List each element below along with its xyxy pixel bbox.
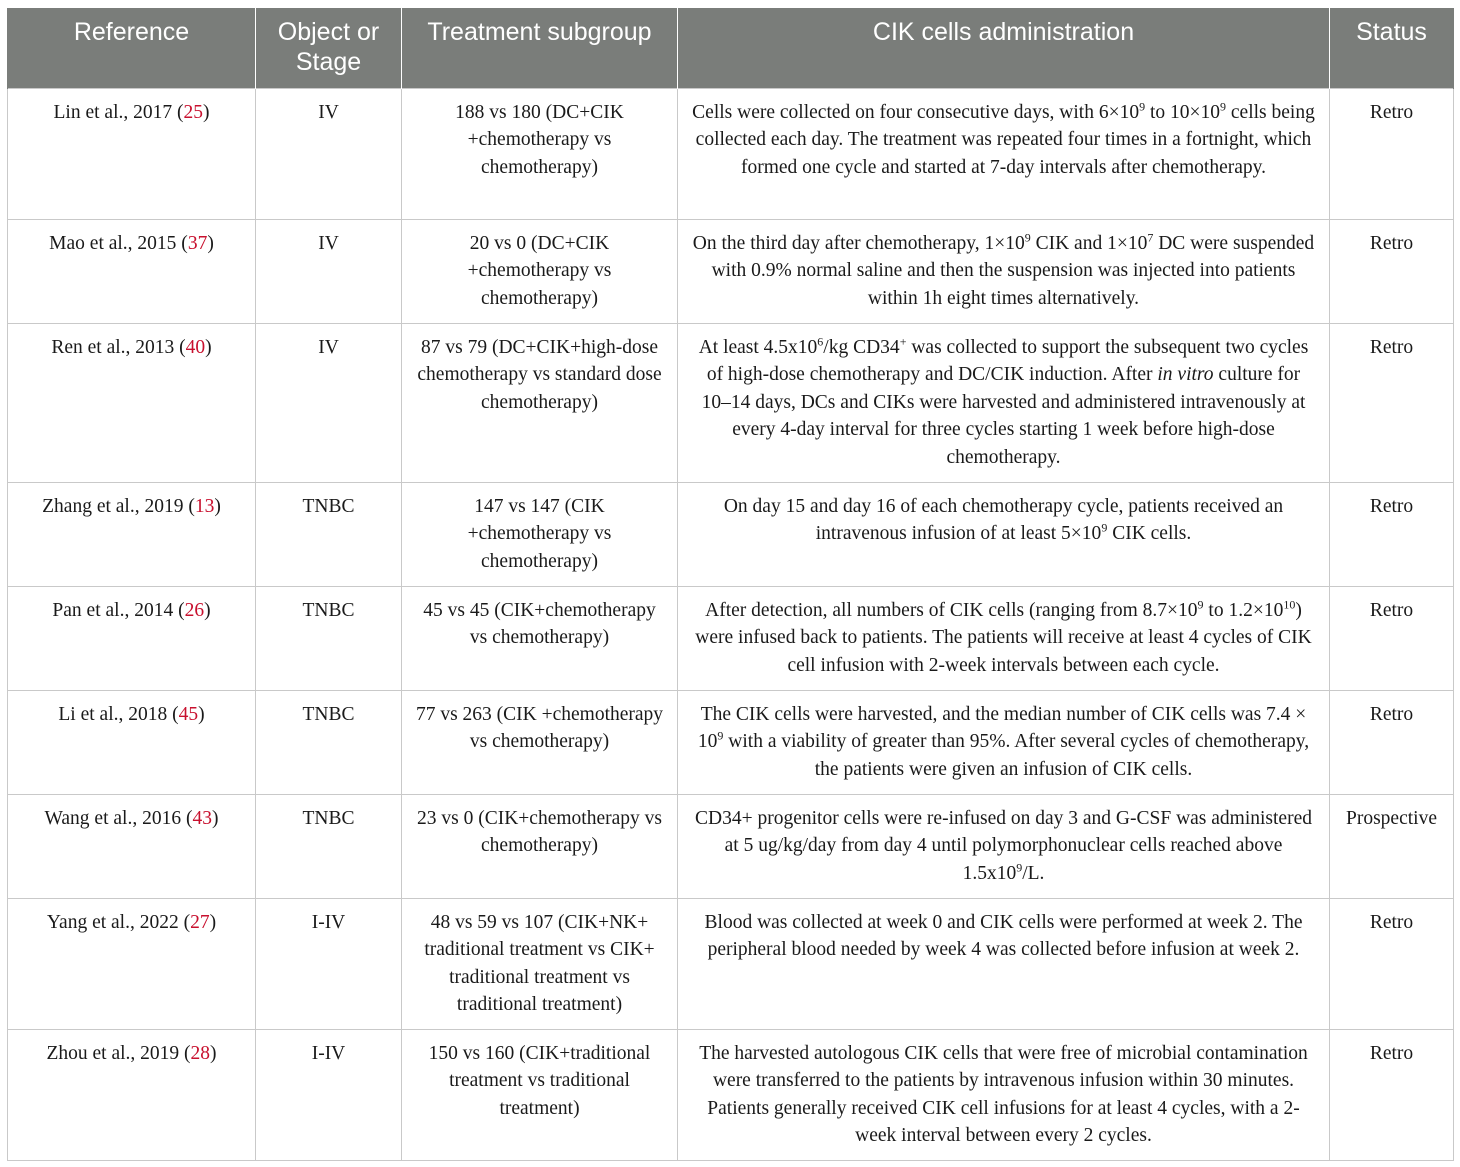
cell-status: Retro [1330,690,1454,794]
cell-object-or-stage: I-IV [256,898,402,1029]
reference-close-paren: ) [204,599,211,621]
cell-treatment-subgroup: 77 vs 263 (CIK +chemotherapy vs chemotherapy) [402,690,678,794]
reference-number-link[interactable]: 25 [183,101,203,123]
cell-treatment-subgroup: 150 vs 160 (CIK+traditional treatment vs traditional treatment) [402,1029,678,1160]
cell-reference [8,219,256,323]
administration-text: CIK cells. [1107,523,1192,544]
cell-cik-administration [678,898,1330,1029]
cell-cik-administration [678,690,1330,794]
administration-text: CIK and 1×10 [1030,232,1148,254]
reference-number-link[interactable]: 45 [178,703,199,725]
reference-close-paren: ) [198,703,205,725]
reference-author: Mao et al., 2015 ( [49,232,188,254]
cell-treatment-subgroup: 188 vs 180 (DC+CIK +chemotherapy vs chemotherapy) [402,88,678,219]
administration-text: /L. [1022,862,1045,884]
administration-text: to 1.2×10 [1203,599,1284,621]
table-row [8,1029,1454,1160]
reference-author: Zhou et al., 2019 ( [46,1042,191,1064]
table-row [8,794,1454,898]
cell-treatment-subgroup: 23 vs 0 (CIK+chemotherapy vs chemotherapy) [402,794,678,898]
reference-author: Ren et al., 2013 ( [51,336,186,358]
administration-text: On day 15 and day 16 of each chemotherapy cycle, patients received an intravenous infusion of at least 5×10 [723,495,1284,544]
table-row [8,323,1454,482]
cell-object-or-stage: IV [256,323,402,482]
cell-cik-administration [678,88,1330,219]
cell-status: Retro [1330,323,1454,482]
administration-text: ) were infused back to patients. The patients will receive at least 4 cycles of CIK cell infusion with 2-week intervals between each cycle. [695,599,1312,676]
reference-author: Zhang et al., 2019 ( [42,495,195,517]
table-row [8,898,1454,1029]
administration-text: culture for 10–14 days, DCs and CIKs were harvested and administered intravenously at every 4-day interval for three cycles starting 1 week before high-dose chemotherapy. [701,364,1306,468]
cell-reference [8,1029,256,1160]
cell-reference [8,323,256,482]
cell-treatment-subgroup: 20 vs 0 (DC+CIK +chemotherapy vs chemotherapy) [402,219,678,323]
superscript-exponent: 9 [1197,597,1204,611]
administration-text: cells being collected each day. The treatment was repeated four times in a fortnight, which formed one cycle and started at 7-day intervals after chemotherapy. [695,101,1315,178]
table-row [8,586,1454,690]
reference-number-link[interactable]: 27 [190,911,210,933]
table-row [8,88,1454,219]
column-header-reference: Reference [8,8,256,88]
reference-close-paren: ) [202,101,210,123]
administration-text: Blood was collected at week 0 and CIK cells were performed at week 2. The peripheral blood needed by week 4 was collected before infusion at week 2. [704,911,1303,960]
table-row [8,219,1454,323]
cell-treatment-subgroup: 45 vs 45 (CIK+chemotherapy vs chemotherapy) [402,586,678,690]
cell-treatment-subgroup: 87 vs 79 (DC+CIK+high-dose chemotherapy vs standard dose chemotherapy) [402,323,678,482]
cell-reference [8,586,256,690]
administration-text: CD34+ progenitor cells were re-infused on day 3 and G-CSF was administered at 5 ug/kg/day from day 4 until polymorphonuclear cells reached above 1.5x10 [695,807,1312,884]
cell-cik-administration [678,323,1330,482]
cell-reference [8,482,256,586]
cell-status: Retro [1330,482,1454,586]
reference-author: Li et al., 2018 ( [58,703,179,725]
cell-status: Retro [1330,898,1454,1029]
superscript-exponent: 9 [1016,860,1023,874]
administration-text: with a viability of greater than 95%. After several cycles of chemotherapy, the patients were given an infusion of CIK cells. [723,731,1310,780]
reference-number-link[interactable]: 37 [187,232,208,254]
superscript-exponent: 9 [1024,230,1031,244]
administration-text: to 10×10 [1145,101,1221,123]
administration-text: At least 4.5x10 [698,336,818,358]
superscript-exponent: 9 [1101,520,1108,535]
cell-status: Retro [1330,1029,1454,1160]
reference-number-link[interactable]: 28 [190,1042,211,1064]
cell-reference [8,88,256,219]
administration-text: /kg CD34 [823,336,900,358]
cell-object-or-stage: TNBC [256,690,402,794]
administration-text: Cells were collected on four consecutive days, with 6×10 [692,101,1140,123]
clinical-studies-table-container [7,8,1453,1161]
column-header-cik-administration: CIK cells administration [678,8,1330,88]
cell-status: Retro [1330,219,1454,323]
cell-cik-administration [678,219,1330,323]
cell-cik-administration [678,794,1330,898]
administration-text: The harvested autologous CIK cells that were free of microbial contamination were transferred to the patients by intravenous infusion within 30 minutes. Patients generally received CIK cell infusions for at least 4 cycles, with a 2-week interval between every 2 cycles. [699,1042,1308,1146]
cell-status: Prospective [1330,794,1454,898]
cell-reference [8,690,256,794]
superscript-exponent: 9 [1220,99,1227,113]
header-row [8,8,1454,88]
cell-object-or-stage: TNBC [256,794,402,898]
administration-text: was collected to support the subsequent two cycles of high-dose chemotherapy and DC/CIK induction. After [706,336,1309,385]
cell-object-or-stage: I-IV [256,1029,402,1160]
reference-number-link[interactable]: 26 [184,599,205,621]
reference-close-paren: ) [214,495,221,517]
reference-close-paren: ) [211,807,219,829]
reference-number-link[interactable]: 13 [194,495,215,517]
cell-object-or-stage: TNBC [256,586,402,690]
reference-close-paren: ) [205,336,212,358]
superscript-exponent: 9 [717,728,724,743]
table-body [8,88,1454,1160]
superscript-exponent: 7 [1147,230,1154,244]
column-header-object-or-stage: Object or Stage [256,8,402,88]
administration-text: The CIK cells were harvested, and the median number of CIK cells was 7.4 × 10 [697,703,1307,752]
column-header-treatment-subgroup: Treatment subgroup [402,8,678,88]
administration-text: After detection, all numbers of CIK cells (ranging from 8.7×10 [705,599,1198,621]
column-header-status: Status [1330,8,1454,88]
cell-treatment-subgroup: 147 vs 147 (CIK +chemotherapy vs chemotherapy) [402,482,678,586]
cell-status: Retro [1330,586,1454,690]
cell-treatment-subgroup: 48 vs 59 vs 107 (CIK+NK+ traditional treatment vs CIK+ traditional treatment vs traditional treatment) [402,898,678,1029]
table-row [8,482,1454,586]
clinical-studies-table [7,8,1454,1161]
cell-cik-administration [678,1029,1330,1160]
administration-text: DC were suspended with 0.9% normal saline and then the suspension was injected into patients within 1h eight times alternatively. [711,232,1315,309]
italic-term: in vitro [1157,364,1214,385]
reference-number-link[interactable]: 43 [192,807,212,829]
superscript-exponent: 9 [1139,99,1146,113]
reference-close-paren: ) [207,232,214,254]
reference-author: Lin et al., 2017 ( [53,101,184,123]
superscript-exponent: + [899,334,907,348]
reference-close-paren: ) [209,911,217,933]
cell-reference [8,898,256,1029]
reference-author: Wang et al., 2016 ( [44,807,193,829]
cell-object-or-stage: IV [256,88,402,219]
administration-text: On the third day after chemotherapy, 1×10 [692,232,1025,254]
cell-cik-administration [678,482,1330,586]
cell-reference [8,794,256,898]
superscript-exponent: 6 [817,334,824,348]
table-row [8,690,1454,794]
cell-cik-administration [678,586,1330,690]
reference-author: Yang et al., 2022 ( [46,911,191,933]
cell-object-or-stage: TNBC [256,482,402,586]
reference-number-link[interactable]: 40 [185,336,206,358]
reference-author: Pan et al., 2014 ( [52,599,185,621]
cell-object-or-stage: IV [256,219,402,323]
superscript-exponent: 10 [1283,597,1296,611]
cell-status: Retro [1330,88,1454,219]
reference-close-paren: ) [210,1042,217,1064]
table-header [8,8,1454,88]
